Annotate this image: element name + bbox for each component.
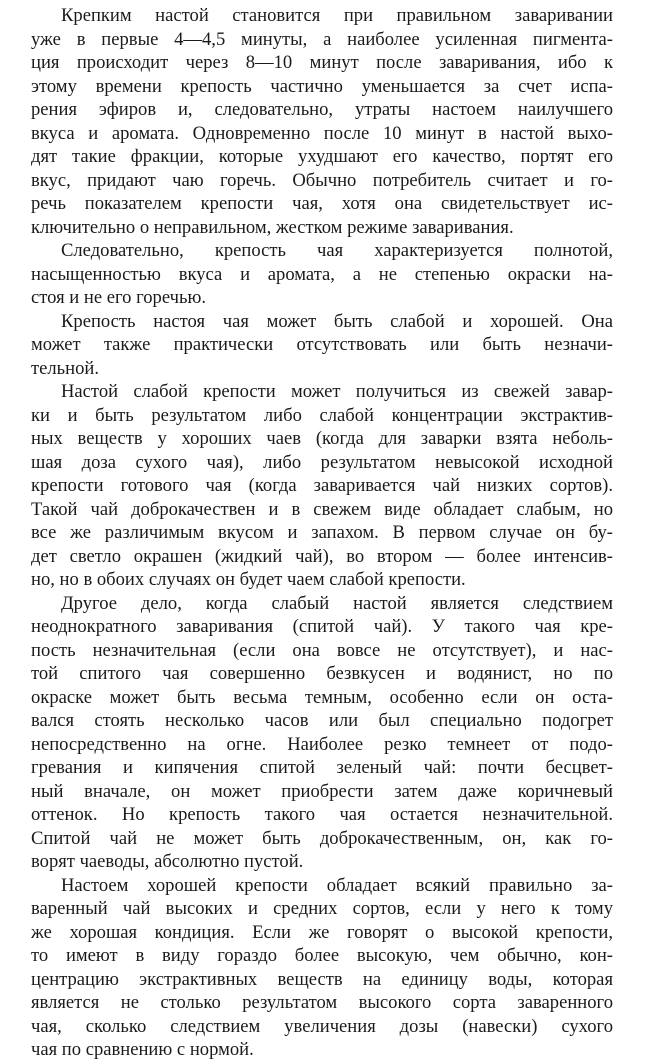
- text-line: окраске может быть весьма темным, особенно если он оста-: [31, 686, 613, 708]
- text-line: вался стоять несколько часов или был специально подогрет: [31, 710, 613, 731]
- text-line: вкуса и аромата. Одновременно после 10 минут в настой выхо-: [31, 122, 613, 144]
- text-line: Крепость настоя чая может быть слабой и хорошей. Она: [61, 310, 613, 332]
- text-line: насыщенностью вкуса и аромата, а не степенью окраски на-: [31, 263, 613, 285]
- text-line: этому времени крепость частично уменьшается за счет испа-: [31, 75, 613, 97]
- text-line: вкус, придают чаю горечь. Обычно потребитель считает и го-: [31, 169, 613, 191]
- text-line: тельной.: [31, 357, 99, 379]
- text-line: ключительно о неправильном, жестком режиме заваривания.: [31, 216, 514, 238]
- text-line: пость незначительная (если она вовсе не отсутствует), и нас-: [31, 639, 613, 661]
- text-line: той спитого чая совершенно безвкусен и водянист, но по: [31, 663, 613, 684]
- text-line: Настоем хорошей крепости обладает всякий правильно за-: [61, 874, 613, 896]
- text-line: дят такие фракции, которые ухудшают его качество, портят его: [31, 146, 613, 167]
- text-line: Следовательно, крепость чая характеризуется полнотой,: [61, 240, 613, 261]
- text-line: крепости готового чая (когда заваривается чай низких сортов).: [31, 475, 613, 496]
- paragraph-weak-strength: [31, 380, 613, 592]
- text-line: речь показателем крепости чая, хотя она свидетельствует ис-: [31, 193, 613, 214]
- text-line: дет светло окрашен (жидкий чай), во втором — более интенсив-: [31, 545, 613, 567]
- paragraph-good-strength: [31, 874, 613, 1062]
- paragraph-spent-tea: [31, 592, 613, 874]
- text-line: чая, сколько следствием увеличения дозы (навески) сухого: [31, 1015, 613, 1037]
- paragraph-strength-types: [31, 310, 613, 381]
- text-line: непосредственно на огне. Наиболее резко темнеет от подо-: [31, 733, 613, 755]
- text-line: оттенок. Но крепость такого чая остается незначительной.: [31, 804, 613, 825]
- text-line: центрацию экстрактивных веществ на единицу воды, которая: [31, 968, 613, 990]
- text-line: гревания и кипячения спитой зеленый чай: почти бесцвет-: [31, 757, 613, 778]
- text-line: все же различимым вкусом и запахом. В первом случае он бу-: [31, 522, 613, 543]
- text-line: шая доза сухого чая), либо результатом невысокой исходной: [31, 451, 613, 473]
- text-line: чая по сравнению с нормой.: [31, 1039, 254, 1060]
- text-line: ных веществ у хороших чаев (когда для заварки взята неболь-: [31, 428, 613, 449]
- text-line: уже в первые 4—4,5 минуты, а наиболее усиленная пигмента-: [31, 28, 613, 50]
- text-line: рения эфиров и, следовательно, утраты настоем наилучшего: [31, 99, 613, 120]
- text-line: же хорошая кондиция. Если же говорят о высокой крепости,: [31, 921, 613, 943]
- text-line: но, но в обоих случаях он будет чаем слабой крепости.: [31, 569, 466, 590]
- text-line: то имеют в виду гораздо более высокую, чем обычно, кон-: [31, 945, 613, 966]
- text-line: ки и быть результатом либо слабой концентрации экстрактив-: [31, 404, 613, 426]
- text-line: Спитой чай не может быть доброкачественным, он, как го-: [31, 827, 613, 849]
- text-line: ный вначале, он может приобрести затем даже коричневый: [31, 780, 613, 802]
- text-line: может также практически отсутствовать или быть незначи-: [31, 334, 613, 355]
- text-line: Крепким настой становится при правильном заваривании: [61, 5, 613, 26]
- text-line: стоя и не его горечью.: [31, 287, 207, 308]
- paragraph-brewing-strength: [31, 4, 613, 239]
- text-line: Настой слабой крепости может получиться из свежей завар-: [61, 381, 613, 402]
- text-line: неоднократного заваривания (спитой чай). У такого чая кре-: [31, 616, 613, 637]
- text-line: ция происходит через 8—10 минут после заваривания, ибо к: [31, 52, 613, 73]
- text-line: ворят чаеводы, абсолютно пустой.: [31, 851, 304, 872]
- text-line: Такой чай доброкачествен и в свежем виде обладает слабым, но: [31, 498, 613, 520]
- text-line: варенный чай высоких и средних сортов, если у него к тому: [31, 898, 613, 919]
- paragraph-strength-definition: [31, 239, 613, 310]
- text-line: является не столько результатом высокого сорта заваренного: [31, 992, 613, 1013]
- text-line: Другое дело, когда слабый настой является следствием: [61, 592, 613, 614]
